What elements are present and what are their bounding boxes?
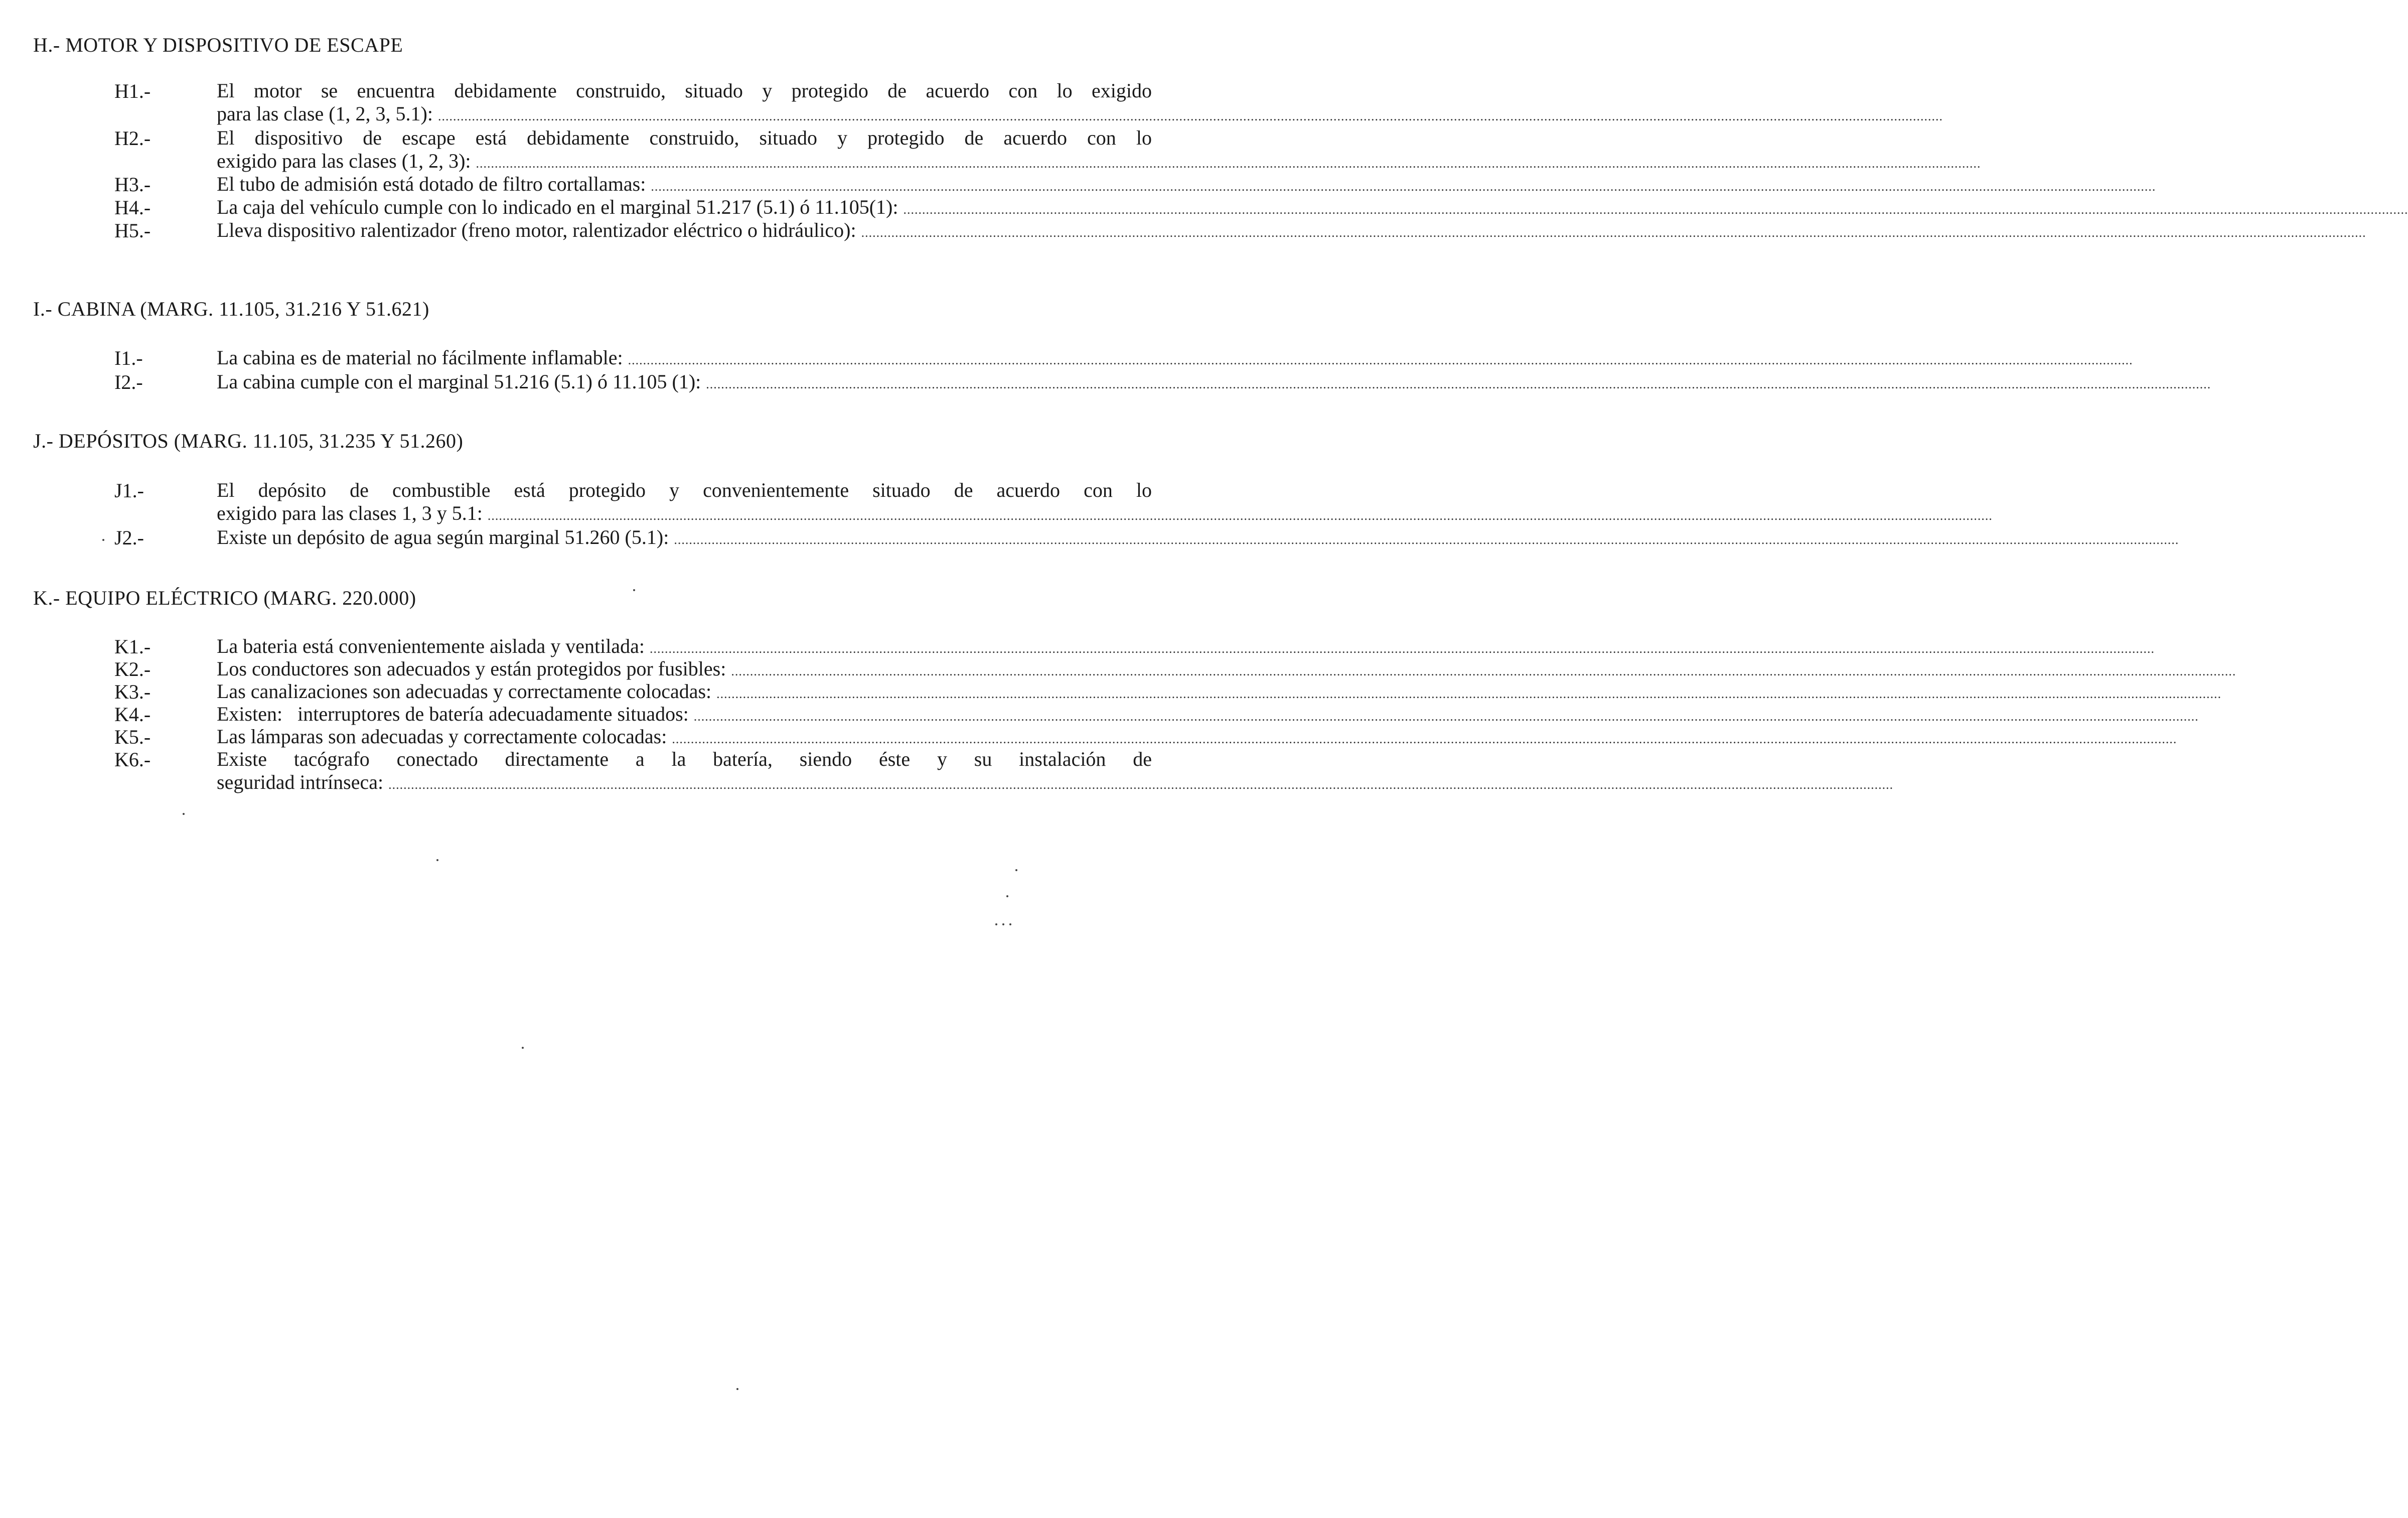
item-code: I2.- bbox=[114, 371, 143, 393]
item-text bbox=[217, 346, 2133, 369]
scan-speck bbox=[522, 1047, 524, 1049]
item-code: J2.- bbox=[114, 526, 144, 549]
dot-leader: ................................................................................................................................................................................................................................................................................................................................................................................................................ bbox=[674, 532, 2179, 547]
section-k-title: K.- EQUIPO ELÉCTRICO (MARG. 220.000) bbox=[33, 587, 416, 609]
dot-leader: ................................................................................................................................................................................................................................................................................................................................................................................................................ bbox=[861, 225, 2366, 240]
section-j-title: J.- DEPÓSITOS (MARG. 11.105, 31.235 Y 51.260) bbox=[33, 430, 464, 452]
section-i-title: I.- CABINA (MARG. 11.105, 31.216 Y 51.621) bbox=[33, 298, 429, 320]
item-code: K6.- bbox=[114, 748, 151, 771]
item-line-with-leader: La cabina cumple con el marginal 51.216 (5.1) ó 11.105 (1): ................................................................................................................................................................................................................................................................................................................................................................................................................ bbox=[217, 370, 1152, 393]
item-code: J1.- bbox=[114, 479, 144, 502]
scan-speck bbox=[1006, 895, 1008, 897]
item-code: K1.- bbox=[114, 635, 151, 658]
dot-leader: ................................................................................................................................................................................................................................................................................................................................................................................................................ bbox=[693, 709, 2199, 724]
item-line-with-leader: La cabina es de material no fácilmente inflamable: ................................................................................................................................................................................................................................................................................................................................................................................................................ bbox=[217, 346, 1152, 369]
item-line: Existe tacógrafo conectado directamente a la batería, siendo éste y su instalación de bbox=[217, 748, 1152, 770]
item-code: H4.- bbox=[114, 196, 151, 219]
item-line-with-leader: La caja del vehículo cumple con lo indicado en el marginal 51.217 (5.1) ó 11.105(1): ................................................................................................................................................................................................................................................................................................................................................................................................................ bbox=[217, 196, 1152, 219]
item-line-with-leader: exigido para las clases (1, 2, 3): ................................................................................................................................................................................................................................................................................................................................................................................................................ bbox=[217, 150, 1152, 173]
item-code: H1.- bbox=[114, 80, 151, 102]
scan-speck bbox=[102, 539, 104, 541]
item-line-with-leader: Las lámparas son adecuadas y correctamente colocadas: ................................................................................................................................................................................................................................................................................................................................................................................................................ bbox=[217, 725, 1152, 748]
dot-leader: ................................................................................................................................................................................................................................................................................................................................................................................................................ bbox=[706, 377, 2211, 391]
dot-leader: ................................................................................................................................................................................................................................................................................................................................................................................................................ bbox=[716, 686, 2222, 701]
item-line-with-leader: Existe un depósito de agua según marginal 51.260 (5.1): ................................................................................................................................................................................................................................................................................................................................................................................................................ bbox=[217, 526, 1152, 549]
item-line-with-leader: Existen: interruptores de batería adecuadamente situados: ................................................................................................................................................................................................................................................................................................................................................................................................................ bbox=[217, 703, 1152, 726]
item-line-with-leader: El tubo de admisión está dotado de filtro cortallamas: ................................................................................................................................................................................................................................................................................................................................................................................................................ bbox=[217, 173, 1152, 196]
item-line: El dispositivo de escape está debidamente construido, situado y protegido de acuerdo con lo bbox=[217, 126, 1152, 149]
dot-leader: ................................................................................................................................................................................................................................................................................................................................................................................................................ bbox=[388, 777, 1894, 792]
item-text bbox=[217, 703, 2199, 726]
scan-speck bbox=[1015, 869, 1017, 871]
item-text bbox=[217, 173, 2156, 196]
scan-speck bbox=[1009, 923, 1011, 925]
dot-leader: ................................................................................................................................................................................................................................................................................................................................................................................................................ bbox=[651, 179, 2156, 194]
scan-speck bbox=[436, 859, 438, 861]
item-line-with-leader: exigido para las clases 1, 3 y 5.1: ................................................................................................................................................................................................................................................................................................................................................................................................................ bbox=[217, 502, 1152, 525]
item-text bbox=[217, 657, 2236, 680]
item-line: El depósito de combustible está protegido y convenientemente situado de acuerdo con lo bbox=[217, 479, 1152, 501]
item-code: H3.- bbox=[114, 173, 151, 196]
item-text bbox=[217, 126, 1981, 173]
item-text bbox=[217, 526, 2179, 549]
item-text bbox=[217, 196, 2408, 219]
item-text bbox=[217, 725, 2177, 748]
item-line-with-leader: Lleva dispositivo ralentizador (freno motor, ralentizador eléctrico o hidráulico): ................................................................................................................................................................................................................................................................................................................................................................................................................ bbox=[217, 219, 1152, 242]
item-line-with-leader: La bateria está convenientemente aislada y ventilada: ................................................................................................................................................................................................................................................................................................................................................................................................................ bbox=[217, 635, 1152, 658]
dot-leader: ................................................................................................................................................................................................................................................................................................................................................................................................................ bbox=[628, 353, 2133, 367]
item-text bbox=[217, 635, 2155, 658]
item-line: El motor se encuentra debidamente construido, situado y protegido de acuerdo con lo exigido bbox=[217, 79, 1152, 102]
dot-leader: ................................................................................................................................................................................................................................................................................................................................................................................................................ bbox=[487, 508, 1993, 523]
item-line-with-leader: Los conductores son adecuados y están protegidos por fusibles: ................................................................................................................................................................................................................................................................................................................................................................................................................ bbox=[217, 657, 1152, 680]
item-text bbox=[217, 79, 1943, 125]
item-code: K5.- bbox=[114, 726, 151, 748]
dot-leader: ................................................................................................................................................................................................................................................................................................................................................................................................................ bbox=[476, 156, 1981, 171]
dot-leader: ................................................................................................................................................................................................................................................................................................................................................................................................................ bbox=[649, 641, 2155, 656]
scan-speck bbox=[633, 589, 635, 591]
dot-leader: ................................................................................................................................................................................................................................................................................................................................................................................................................ bbox=[672, 732, 2177, 746]
item-text bbox=[217, 748, 1894, 794]
section-h-title: H.- MOTOR Y DISPOSITIVO DE ESCAPE bbox=[33, 34, 403, 56]
item-code: K4.- bbox=[114, 703, 151, 726]
item-line-with-leader: para las clase (1, 2, 3, 5.1): ................................................................................................................................................................................................................................................................................................................................................................................................................ bbox=[217, 102, 1152, 125]
item-line-with-leader: Las canalizaciones son adecuadas y correctamente colocadas: ................................................................................................................................................................................................................................................................................................................................................................................................................ bbox=[217, 680, 1152, 703]
scan-speck bbox=[995, 923, 997, 925]
scan-speck bbox=[1002, 923, 1004, 925]
dot-leader: ................................................................................................................................................................................................................................................................................................................................................................................................................ bbox=[731, 664, 2236, 678]
item-code: H2.- bbox=[114, 127, 151, 150]
item-code: I1.- bbox=[114, 347, 143, 369]
item-line-with-leader: seguridad intrínseca: ................................................................................................................................................................................................................................................................................................................................................................................................................ bbox=[217, 771, 1152, 794]
item-code: H5.- bbox=[114, 219, 151, 242]
item-text bbox=[217, 479, 1993, 525]
scan-speck bbox=[183, 813, 185, 815]
dot-leader: ................................................................................................................................................................................................................................................................................................................................................................................................................ bbox=[437, 109, 1943, 123]
item-code: K2.- bbox=[114, 658, 151, 680]
dot-leader: ................................................................................................................................................................................................................................................................................................................................................................................................................ bbox=[903, 202, 2408, 217]
scan-speck bbox=[736, 1388, 738, 1390]
item-code: K3.- bbox=[114, 680, 151, 703]
item-text bbox=[217, 370, 2211, 393]
item-text bbox=[217, 680, 2222, 703]
item-text bbox=[217, 219, 2366, 242]
